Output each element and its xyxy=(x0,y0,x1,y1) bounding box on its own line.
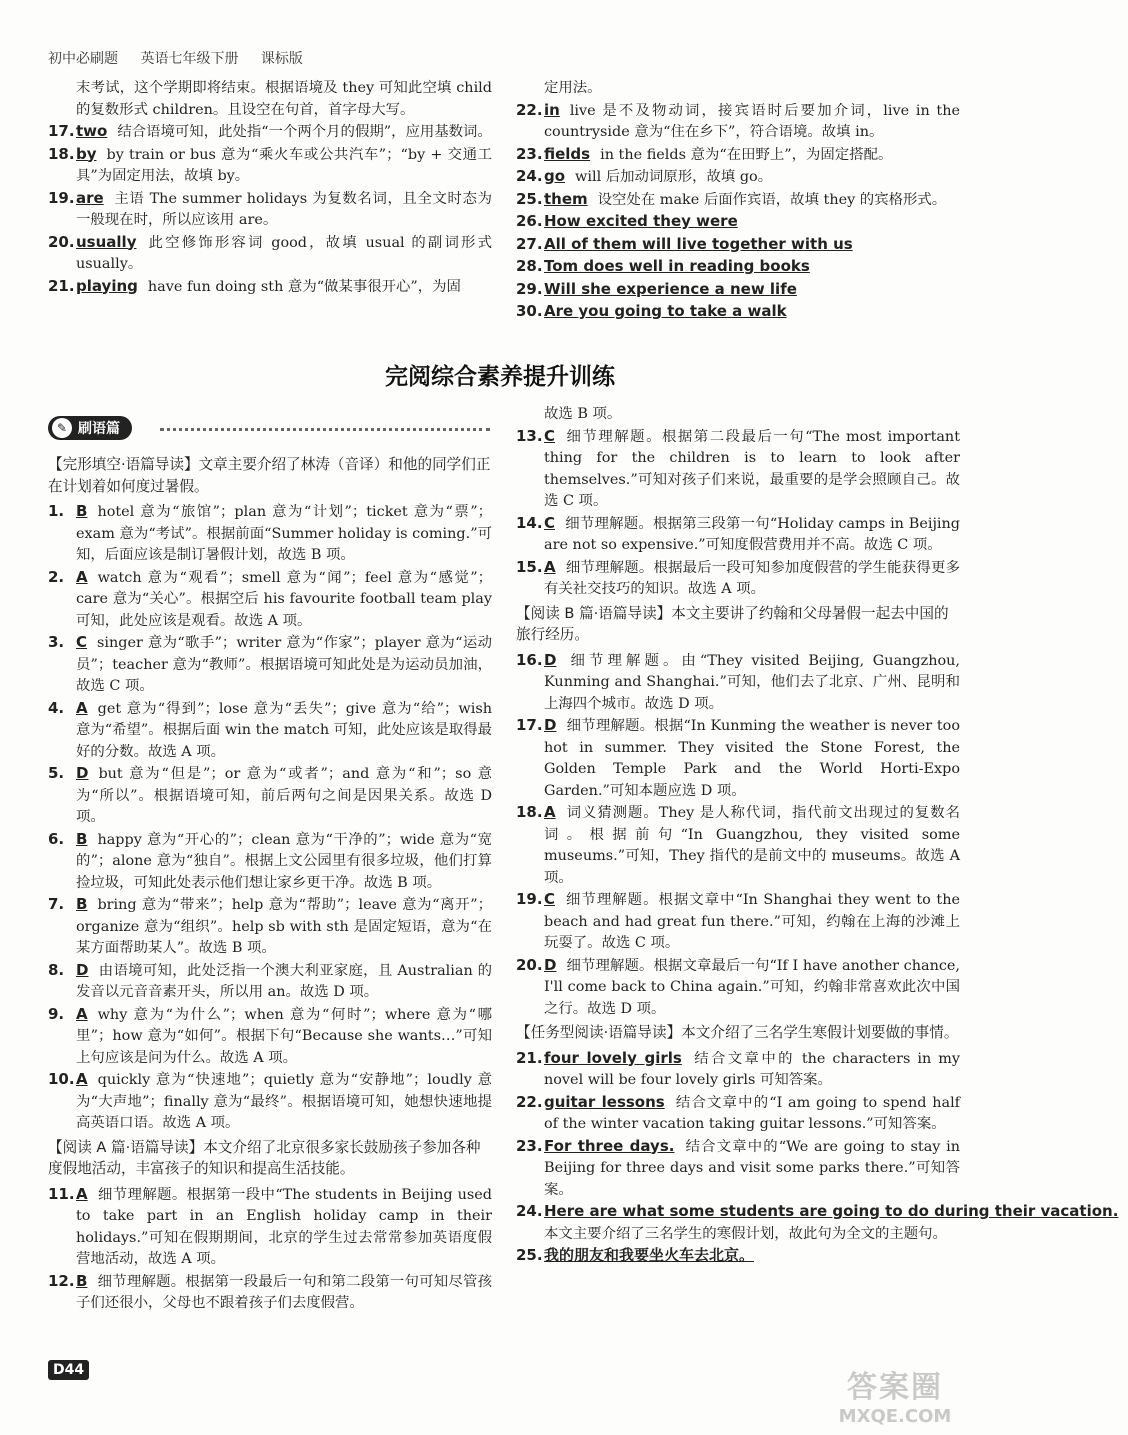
answer-item xyxy=(516,301,960,324)
item-answer: them xyxy=(544,189,588,208)
item-explanation: singer 意为“歌手”；writer 意为“作家”；player 意为“运动员”；teacher 意为“教师”。根据语境可知此处是为运动员加油，故选 C 项。 xyxy=(76,635,492,694)
answer-item xyxy=(516,189,960,212)
item-answer: in xyxy=(544,100,560,119)
item-explanation: why 意为“为什么”；when 意为“何时”；where 意为“哪里”；how 意为“如何”。根据下句“Because she wants…”可知上句应该是问为什么。故选 A 项。 xyxy=(76,1006,492,1066)
item-answer: playing xyxy=(76,276,138,295)
item-answer: C xyxy=(544,513,556,532)
item-body xyxy=(76,1271,492,1315)
item-answer: 我的朋友和我要坐火车去北京。 xyxy=(544,1246,755,1264)
answer-item xyxy=(516,166,960,189)
item-answer: D xyxy=(76,764,89,782)
item-number: 7. xyxy=(48,895,65,913)
item-number: 13. xyxy=(516,426,543,445)
item-number: 21. xyxy=(516,1048,543,1067)
item-body xyxy=(76,144,492,188)
item-body xyxy=(76,121,492,144)
answer-item xyxy=(516,144,960,167)
item-number: 17. xyxy=(48,122,75,140)
badge-label: 刷语篇 xyxy=(78,421,120,437)
item-answer: B xyxy=(76,895,88,913)
item-answer: C xyxy=(544,890,556,908)
item-answer: usually xyxy=(76,232,137,251)
item-body xyxy=(76,632,492,698)
item-body xyxy=(544,557,960,601)
section-badge xyxy=(48,416,132,440)
item-answer: For three days. xyxy=(544,1136,675,1155)
answer-item xyxy=(48,960,492,1004)
item-number: 23. xyxy=(516,1136,543,1155)
answer-item xyxy=(516,211,960,234)
item-answer: A xyxy=(76,1184,88,1203)
item-answer: by xyxy=(76,144,97,163)
item-number: 14. xyxy=(516,513,543,532)
item-number: 16. xyxy=(516,650,543,669)
item-answer: Tom does well in reading books xyxy=(544,257,810,275)
passage-guide: 【阅读 A 篇·语篇导读】本文介绍了北京很多家长鼓励孩子参加各种度假地活动，丰富孩子的知识和提高生活技能。 xyxy=(48,1138,481,1177)
answer-item xyxy=(516,1201,1119,1245)
answer-item xyxy=(48,829,492,895)
item-explanation: watch 意为“观看”；smell 意为“闻”；feel 意为“感觉”；care 意为“关心”。根据空后 his favourite football team play 可知，此处应该是观看。故选 A 项。 xyxy=(76,569,492,629)
answer-item xyxy=(516,715,960,802)
item-explanation: 细节理解题。根据文章中“In Shanghai they went to the beach and had great fun there.”可知，约翰在上海的沙滩上玩耍了。故选 C 项。 xyxy=(544,892,960,951)
item-explanation: 细节理解题。根据第二段最后一句“The most important thing for the children is to learn to look after themselves.”可知对孩子们来说，最重要的是学会照顾自己。故选 C 项。 xyxy=(544,428,960,509)
item-explanation: 细节理解题。根据“In Kunming the weather is never too hot in summer. They visited the Stone Forest, the Golden Temple Park and the World Horti-Expo Garden.”可知本题应选 D 项。 xyxy=(544,718,960,799)
item-body xyxy=(544,1136,960,1202)
item-explanation: in the fields 意为“在田野上”，为固定搭配。 xyxy=(600,146,893,163)
item-answer: How excited they were xyxy=(544,212,738,230)
item-number: 25. xyxy=(516,1246,543,1264)
answer-item xyxy=(48,567,492,633)
item-explanation: have fun doing sth 意为“做某事很开心”，为固 xyxy=(147,278,461,295)
top-left-column xyxy=(48,78,492,298)
answer-item xyxy=(516,1092,960,1136)
item-explanation: 细节理解题。根据文章最后一句“If I have another chance, I'll come back to China again.”可知，约翰非常喜欢此次中国之行。故选 D 项。 xyxy=(544,957,960,1017)
item-explanation: but 意为“但是”；or 意为“或者”；and 意为“和”；so 意为“所以”。根据语境可知，前后两句之间是因果关系。故选 D 项。 xyxy=(76,766,492,825)
item-explanation: by train or bus 意为“乘火车或公共汽车”；“by + 交通工具”为固定用法，故填 by。 xyxy=(76,146,492,184)
item-answer: fields xyxy=(544,144,591,163)
item-body xyxy=(544,889,960,955)
answer-item xyxy=(516,650,960,716)
item-explanation: 细节理解题。根据第三段第一句“Holiday camps in Beijing are not so expensive.”可知度假营费用并不高。故选 C 项。 xyxy=(544,515,960,553)
page-header xyxy=(48,48,321,74)
answer-item xyxy=(516,234,960,257)
item-body xyxy=(76,188,492,232)
answer-item xyxy=(48,144,492,188)
answer-item xyxy=(516,557,960,601)
item-body xyxy=(76,698,492,764)
item-body xyxy=(544,1245,960,1268)
item-body xyxy=(544,301,960,324)
item-answer: are xyxy=(76,188,104,207)
item-answer: A xyxy=(76,567,88,586)
item-answer: C xyxy=(76,633,88,651)
item-answer: A xyxy=(76,698,88,717)
item-body xyxy=(76,232,492,276)
section-badge-row xyxy=(48,416,492,442)
item-body xyxy=(544,426,960,513)
answer-item xyxy=(48,1069,492,1135)
item-body xyxy=(544,189,960,212)
item-answer: D xyxy=(544,716,557,734)
passage-guide: 【阅读 B 篇·语篇导读】本文主要讲了约翰和父母暑假一起去中国的旅行经历。 xyxy=(516,604,949,643)
item-number: 20. xyxy=(516,955,543,974)
item-explanation: happy 意为“开心的”；clean 意为“干净的”；wide 意为“宽的”；alone 意为“独自”。根据上文公园里有很多垃圾，他们打算捡垃圾，可知此处表示他们想让家乡更干净。故选 B 项。 xyxy=(76,831,492,891)
answer-item xyxy=(48,763,492,829)
watermark-logo xyxy=(820,1362,970,1428)
item-number: 17. xyxy=(516,716,543,734)
item-answer: D xyxy=(76,960,89,979)
item-explanation: 主语 The summer holidays 为复数名词，且全文时态为一般现在时，所以应该用 are。 xyxy=(76,190,492,228)
item-explanation: 细节理解题。由“They visited Beijing, Guangzhou, Kunming and Shanghai.”可知，他们去了北京、广州、昆明和上海四个城市。故选 D 项。 xyxy=(544,652,960,712)
item-number: 12. xyxy=(48,1271,75,1290)
item-body xyxy=(76,894,492,960)
item-body xyxy=(76,1004,492,1070)
answer-item xyxy=(48,276,492,299)
answer-item xyxy=(516,279,960,302)
item-explanation: 结合文章中的“We are going to stay in Beijing for three days and visit some parks there.”可知答案。 xyxy=(544,1138,960,1198)
book-icon: ✎ xyxy=(52,418,72,438)
item-answer: B xyxy=(76,1271,88,1290)
item-number: 1. xyxy=(48,502,65,520)
item-answer: Are you going to take a walk xyxy=(544,302,787,320)
item-number: 22. xyxy=(516,1092,543,1111)
item-body xyxy=(544,1201,1128,1245)
item-body xyxy=(544,100,960,144)
bottom-left-column xyxy=(48,452,492,1315)
item-number: 10. xyxy=(48,1070,75,1088)
item-body xyxy=(544,955,960,1021)
item-answer: All of them will live together with us xyxy=(544,234,853,253)
passage-guide: 【任务型阅读·语篇导读】本文介绍了三名学生寒假计划要做的事情。 xyxy=(516,1024,959,1041)
item-body xyxy=(76,763,492,829)
item-explanation: 设空处在 make 后面作宾语，故填 they 的宾格形式。 xyxy=(597,191,947,208)
item-number: 11. xyxy=(48,1184,75,1203)
answer-item xyxy=(48,698,492,764)
item-explanation: 结合语境可知，此处指“一个两个月的假期”，应用基数词。 xyxy=(117,124,492,140)
answer-item xyxy=(516,889,960,955)
section-title: 完阅综合素养提升训练 xyxy=(385,364,615,390)
item-answer: A xyxy=(544,557,556,576)
item-number: 23. xyxy=(516,144,543,163)
page-number: D44 xyxy=(48,1360,89,1380)
item-number: 24. xyxy=(516,167,543,185)
item-body xyxy=(544,279,960,302)
item-number: 2. xyxy=(48,567,65,586)
item-body xyxy=(544,1092,960,1136)
item-answer: B xyxy=(76,502,88,520)
item-number: 24. xyxy=(516,1202,543,1220)
item-number: 28. xyxy=(516,257,543,275)
item-number: 19. xyxy=(516,890,543,908)
item-body xyxy=(76,567,492,633)
item-answer: A xyxy=(544,803,556,821)
item-explanation: will 后加动词原形，故填 go。 xyxy=(575,169,773,185)
item-body xyxy=(544,1048,960,1092)
answer-item xyxy=(48,1184,492,1271)
item-number: 20. xyxy=(48,232,75,251)
item-body xyxy=(544,802,960,889)
item-number: 6. xyxy=(48,829,65,848)
item-body xyxy=(544,715,960,802)
item-body xyxy=(544,166,960,189)
item-body xyxy=(76,960,492,1004)
item-body xyxy=(76,501,492,567)
item-number: 21. xyxy=(48,276,75,295)
item-number: 8. xyxy=(48,960,65,979)
item-explanation: 结合文章中的 the characters in my novel will be four lovely girls 可知答案。 xyxy=(544,1050,960,1088)
book-title: 初中必刷题 xyxy=(48,51,118,67)
answer-item xyxy=(48,188,492,232)
item-explanation: quickly 意为“快速地”；quietly 意为“安静地”；loudly 意为“大声地”；finally 意为“最终”。根据语境可知，她想快速地提高英语口语。故选 A 项。 xyxy=(76,1072,492,1131)
answer-item xyxy=(48,894,492,960)
item-body xyxy=(76,829,492,895)
item-number: 15. xyxy=(516,557,543,576)
dotted-divider xyxy=(160,428,490,431)
answer-item xyxy=(48,632,492,698)
item-explanation: 本文主要介绍了三名学生的寒假计划，故此句为全文的主题句。 xyxy=(544,1225,947,1242)
item-explanation: live 是不及物动词，接宾语时后要加介词，live in the countryside 意为“住在乡下”，符合语境。故填 in。 xyxy=(544,102,960,140)
item-number: 25. xyxy=(516,189,543,208)
item-answer: B xyxy=(76,829,88,848)
item-answer: four lovely girls xyxy=(544,1048,682,1067)
item-number: 3. xyxy=(48,633,65,651)
item-number: 9. xyxy=(48,1004,65,1023)
item-body xyxy=(544,211,960,234)
item-body xyxy=(544,650,960,716)
item-explanation: hotel 意为“旅馆”；plan 意为“计划”；ticket 意为“票”；exam 意为“考试”。根据前面“Summer holiday is coming.”可知，后面应该是制订暑假计划，故选 B 项。 xyxy=(76,504,492,563)
item-explanation: 结合文章中的“I am going to spend half of the winter vacation taking guitar lessons.”可知答案。 xyxy=(544,1094,960,1132)
item-number: 29. xyxy=(516,279,543,298)
answer-item xyxy=(516,513,960,557)
item-explanation: 细节理解题。根据第一段中“The students in Beijing used to take part in an English holiday camp in their holidays.”可知在假期期间，北京的学生过去常常参加英语度假营地活动，故选 A 项。 xyxy=(76,1186,492,1267)
item-answer: A xyxy=(76,1004,88,1023)
answer-item xyxy=(48,232,492,276)
item-body xyxy=(544,144,960,167)
item-explanation: 细节理解题。根据第一段最后一句和第二段第一句可知尽管孩子们还很小，父母也不跟着孩子们去度假营。 xyxy=(76,1273,492,1311)
item-number: 18. xyxy=(516,803,543,821)
item-number: 27. xyxy=(516,234,543,253)
passage-guide: 【完形填空·语篇导读】文章主要介绍了林涛（音译）和他的同学们正在计划着如何度过暑假。 xyxy=(48,456,491,495)
continued-text: 末考试，这个学期即将结束。根据语境及 they 可知此空填 child 的复数形式 children。且设空在句首，首字母大写。 xyxy=(76,80,492,118)
item-body xyxy=(544,256,960,279)
answer-item xyxy=(48,501,492,567)
continued-text: 定用法。 xyxy=(544,80,602,96)
item-number: 5. xyxy=(48,764,65,782)
answer-item xyxy=(516,955,960,1021)
bottom-right-column xyxy=(516,404,1119,1268)
item-answer: D xyxy=(544,650,557,669)
answer-item xyxy=(48,1271,492,1315)
item-explanation: 细节理解题。根据最后一段可知参加度假营的学生能获得更多有关社交技巧的知识。故选 A 项。 xyxy=(544,559,960,597)
item-explanation: get 意为“得到”；lose 意为“丢失”；give 意为“给”；wish 意为“希望”。根据后面 win the match 可知，此处应该是取得最好的分数。故选 A 项。 xyxy=(76,700,492,760)
item-explanation: 由语境可知，此处泛指一个澳大利亚家庭，且 Australian 的发音以元音音素开头，所以用 an。故选 D 项。 xyxy=(76,962,492,1000)
item-number: 19. xyxy=(48,188,75,207)
subject-title: 英语七年级下册 xyxy=(140,51,239,67)
watermark-title: 答案圈 xyxy=(847,1370,943,1405)
answer-item xyxy=(516,1136,960,1202)
watermark-url: MXQE.COM xyxy=(838,1406,952,1427)
answer-item xyxy=(516,802,960,889)
continued-text: 故选 B 项。 xyxy=(544,406,622,422)
item-body xyxy=(544,513,960,557)
item-number: 18. xyxy=(48,144,75,163)
item-explanation: bring 意为“带来”；help 意为“帮助”；leave 意为“离开”；organize 意为“组织”。help sb with sth 是固定短语，意为“在某方面帮助某人”。故选 B 项。 xyxy=(76,897,492,956)
edition-label: 课标版 xyxy=(260,51,303,67)
item-body xyxy=(76,276,492,299)
item-answer: go xyxy=(544,167,566,185)
top-right-column xyxy=(516,78,960,324)
answer-item xyxy=(516,256,960,279)
item-answer: D xyxy=(544,955,557,974)
answer-item xyxy=(48,121,492,144)
item-answer: guitar lessons xyxy=(544,1092,665,1111)
answer-item xyxy=(516,1048,960,1092)
item-number: 22. xyxy=(516,100,543,119)
item-body xyxy=(76,1069,492,1135)
item-answer: Here are what some students are going to do during their vacation. xyxy=(544,1202,1119,1220)
answer-item xyxy=(516,1245,960,1268)
item-answer: two xyxy=(76,122,108,140)
item-number: 26. xyxy=(516,212,543,230)
item-number: 4. xyxy=(48,698,65,717)
answer-item xyxy=(516,100,960,144)
item-body xyxy=(544,234,960,257)
answer-item xyxy=(48,1004,492,1070)
item-body xyxy=(76,1184,492,1271)
item-answer: A xyxy=(76,1070,88,1088)
item-explanation: 此空修饰形容词 good，故填 usual 的副词形式 usually。 xyxy=(76,234,492,272)
item-number: 30. xyxy=(516,302,543,320)
item-answer: Will she experience a new life xyxy=(544,279,797,298)
answer-item xyxy=(516,426,960,513)
item-explanation: 词义猜测题。They 是人称代词，指代前文出现过的复数名词。根据前句“In Guangzhou, they visited some museums.”可知，They 指代的是前文中的 museums。故选 A 项。 xyxy=(544,805,960,886)
item-answer: C xyxy=(544,426,556,445)
